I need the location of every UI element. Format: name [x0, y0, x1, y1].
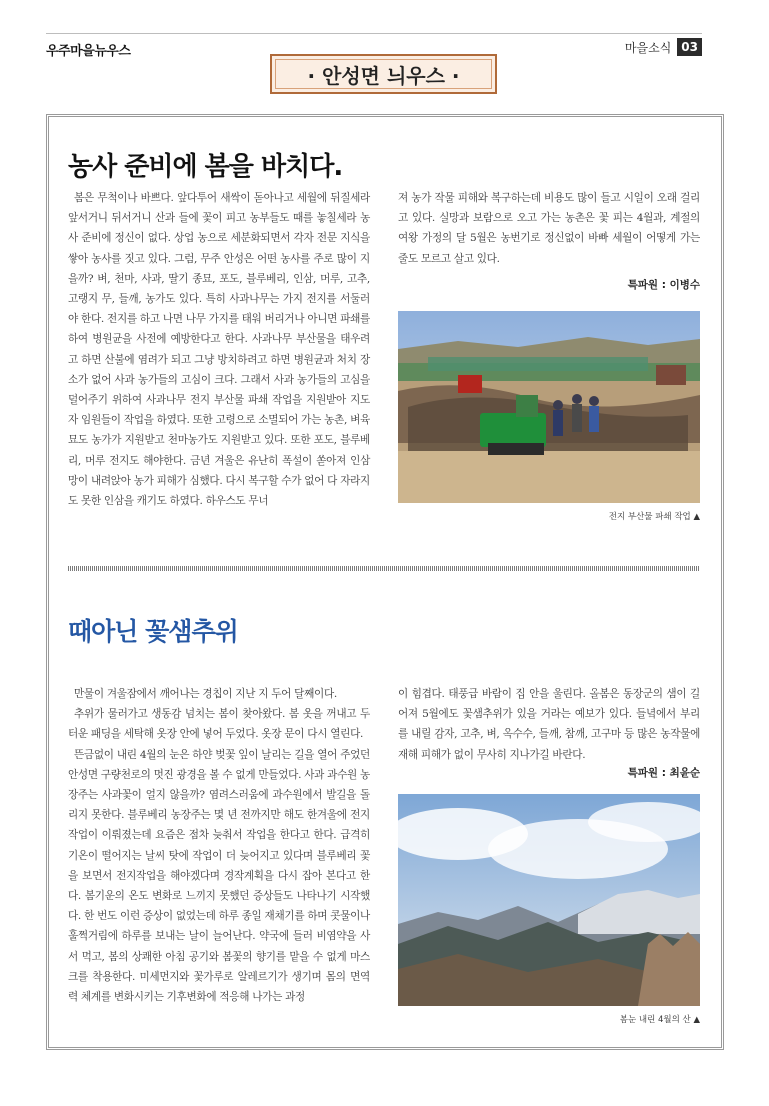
photo-caption: 봄눈 내린 4월의 산 ▲ [619, 1015, 700, 1025]
reporter-byline: 특파원 : 최윤순 [627, 767, 700, 779]
article-body-left [68, 684, 370, 1007]
article-paragraph: 봄은 무척이나 바쁘다. 앞다투어 새싹이 돋아나고 세월에 뒤질세라 앞서거니 뒤서거니 산과 들에 꽃이 피고 농부들도 때를 놓칠세라 농사 준비에 정신이 없다. 상업 농으로 세분화되면서 각자 전문 지식을 쌓아 농사를 짓고 있다. 그럼, 무주 안성은 어떤 농사를 주로 많이 지을까? 벼, 천마, 사과, 딸기 종묘, 포도, 블루베리, 인삼, 머루, 고추, 고랭지 무, 들깨, 농가도 있다. 특히 사과나무는 가지 전지를 서둘러야 한다. 전지를 하고 나면 나무 가지를 태워 버리거나 아니면 파쇄를 하여 병원균을 사전에 예방한다고 한다. 사과나무 부산물을 태우려고 하면 산불에 염려가 되고 그냥 방치하려고 하면 병원균과 처치 장소가 없어 사과 농가들의 고심이 크다. 그래서 사과 농가들의 고심을 덜어주기 위하여 사과나무 전지 부산물 파쇄 작업을 지원받아 지도자 임원들이 작업을 하였다. 또한 고령으로 소멸되어 가는 농촌, 벼육묘도 농가가 지원받고 천마농가도 지원받고 있다. 또한 포도, 블루베리, 머루 전지도 해야한다. 금년 겨울은 유난히 폭설이 쏟아져 인삼 망이 내려앉아 농가 피해가 심했다. 다시 복구할 수가 없어 다 자라지도 못한 인삼을 캐기도 하였다. 하우스도 무너 [68, 192, 370, 508]
header-rule [46, 33, 702, 34]
article-paragraph: 이 힘겹다. 태풍급 바람이 집 안을 울린다. 올봄은 동장군의 샘이 길어져 5월에도 꽃샘추위가 있을 거라는 예보가 있다. 들녘에서 부리를 내릴 감자, 고추, 벼, 옥수수, 들깨, 참깨, 고구마 등 많은 농작물에 재해 피해가 없이 무사히 지나가길 바란다. [398, 688, 700, 761]
photo-caption: 전지 부산물 파쇄 작업 ▲ [608, 512, 700, 522]
mountain-photo [398, 794, 700, 1006]
section-label: 마을소식 [624, 40, 672, 55]
article-body-right [398, 684, 700, 765]
article-title: 농사 준비에 봄을 바치다. [68, 152, 343, 182]
pruning-photo [398, 311, 700, 503]
article-paragraph: 뜬금없이 내린 4월의 눈은 하얀 벚꽃 잎이 날리는 길을 열어 주었던 안성면 구량천로의 멋진 광경을 볼 수 없게 만들었다. 사과 과수원 농장주는 사과꽃이 얼지 않을까? 염려스러움에 과수원에서 발길을 돌리지 못한다. 블루베리 농장주는 몇 년 전까지만 해도 한겨울에 전지작업이 이뤄졌는데 요즘은 점차 늦춰서 작업을 한다고 한다. 급격히 기온이 떨어지는 날씨 탓에 작업이 더 늦어지고 있다며 블루베리 꽃을 보면서 전지작업을 해야겠다며 경작계획을 다시 잡아 본다고 한다. 봄기운의 온도 변화로 느끼지 못했던 증상들도 나타나기 시작했다. 한 번도 이런 증상이 없었는데 하루 종일 재채기를 하며 콧물이나 훌쩍거림에 하루를 보내는 날이 늘어난다. 약국에 들러 비염약을 사서 먹고, 봄의 상쾌한 아침 공기와 봄꽃의 향기를 맡을 수 없게 마스크를 착용한다. 미세먼지와 꽃가루로 알레르기가 생기며 몸의 면역력 체계를 변화시키는 기후변화에 적응해 나가는 과정 [68, 748, 370, 1004]
article-title: 때아닌 꽃샘추위 [68, 617, 238, 646]
section-banner [270, 54, 497, 94]
newsletter-logo: 우주마을뉴우스 [46, 44, 131, 59]
banner-title: · 안성면 늬우스 · [307, 63, 460, 88]
section-divider [68, 566, 700, 571]
reporter-byline: 특파원 : 이병수 [627, 279, 700, 291]
article-paragraph: 져 농가 작물 피해와 복구하는데 비용도 많이 들고 시일이 오래 걸리고 있다. 실망과 보람으로 오고 가는 농촌은 꽃 피는 4월과, 계절의 여왕 가정의 달 5월은 농번기로 정신없이 바빠 세월이 어떻게 가는 줄도 모르고 살고 있다. [398, 192, 700, 265]
article-paragraph: 추위가 물러가고 생동감 넘치는 봄이 찾아왔다. 봄 옷을 꺼내고 두터운 패딩을 세탁해 옷장 안에 넣어 두었다. 옷장 문이 다시 열린다. [68, 708, 370, 741]
article-body-right [398, 188, 700, 269]
page-header-right [625, 38, 702, 56]
page-number: 03 [677, 38, 702, 56]
article-paragraph: 만물이 겨울잠에서 깨어나는 경칩이 지난 지 두어 달째이다. [74, 688, 337, 700]
article-body-left [68, 188, 370, 511]
